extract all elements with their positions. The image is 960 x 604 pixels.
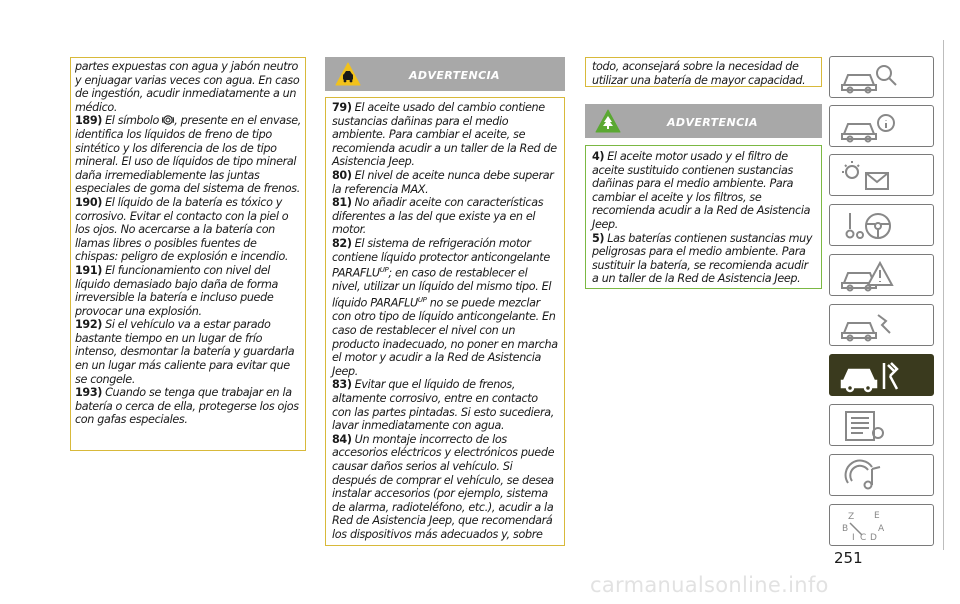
- tab-car-info[interactable]: [829, 105, 934, 147]
- svg-text:I: I: [852, 533, 855, 543]
- car-warning-icon: [335, 62, 361, 86]
- tab-technical-data[interactable]: [829, 404, 934, 446]
- warning-80: 80) El nivel de aceite nunca debe superar la referencia MAX.: [332, 168, 554, 196]
- warning-header-1: [325, 57, 565, 91]
- tab-accidents[interactable]: [829, 304, 934, 346]
- tab-emergency[interactable]: [829, 254, 934, 296]
- light-envelope-icon: [838, 159, 918, 193]
- warning-81: 81) No añadir aceite con características diferentes a las del que existe ya en el motor.: [332, 196, 544, 237]
- svg-text:D: D: [870, 533, 877, 543]
- svg-text:B: B: [842, 524, 849, 534]
- warning-title-1: ADVERTENCIA: [409, 69, 500, 82]
- media-note-icon: [838, 459, 918, 493]
- column-2-warnings: [325, 97, 565, 546]
- brake-fluid-symbol-icon: [162, 114, 174, 126]
- car-collision-icon: [838, 309, 918, 343]
- tab-car-search[interactable]: [829, 56, 934, 98]
- env-warning-4: 4) El aceite motor usado y el filtro de aceite sustituido contienen sustancias dañinas para el medio ambiente. Para cambiar el aceite y los filtros, se recomienda acudir a la Red de Asistencia Jeep.: [592, 150, 811, 231]
- svg-text:A: A: [878, 524, 885, 534]
- col3-lead: todo, aconsejará sobre la necesidad de utilizar una batería de mayor capacidad.: [592, 60, 806, 87]
- car-info-icon: [838, 110, 918, 144]
- car-warning-triangle-icon: [838, 259, 918, 293]
- env-warning-5: 5) Las baterías contienen sustancias muy peligrosas para el medio ambiente. Para sustituir la batería, se recomienda acudir a un taller de la Red de Asistencia Jeep.: [592, 231, 813, 286]
- watermark: carmanualsonline.info: [590, 573, 829, 597]
- col1-lead: partes expuestas con agua y jabón neutro y enjuagar varias veces con agua. En caso de ingestión, acudir inmediatamente a un médico.: [75, 60, 300, 114]
- column-3-environment-warnings: [585, 145, 822, 289]
- svg-text:Z: Z: [848, 512, 855, 522]
- tab-index[interactable]: [829, 504, 934, 546]
- note-190: 190) El líquido de la batería es tóxico y corrosivo. Evitar el contacto con la piel o los ojos. No acercarse a la batería con llamas libres o posibles fuentes de chispas: peligro de explosión e incendio.: [75, 195, 289, 264]
- key-steering-wheel-icon: [838, 209, 918, 243]
- warning-79: 79) El aceite usado del cambio contiene sustancias dañinas para el medio ambiente. Para cambiar el aceite, se recomienda acudir a un taller de la Red de Asistencia Jeep.: [332, 101, 557, 169]
- note-191: 191) El funcionamiento con nivel del líquido demasiado bajo daña de forma irreversible la batería e incluso puede provocar una explosión.: [75, 263, 279, 318]
- warning-83: 83) Evitar que el líquido de frenos, altamente corrosivo, entre en contacto con las partes pintadas. Si esto sucediera, lavar inmediatamente con agua.: [332, 378, 554, 433]
- note-189: 189) El símbolo , presente en el envase, identifica los líquidos de freno de tipo sintético y los diferencia de los de tipo mineral. El uso de líquidos de tipo mineral daña irremediablemente las juntas especiales de goma del sistema de frenos.: [75, 114, 301, 196]
- sidebar-divider: [943, 40, 944, 550]
- note-192: 192) Si el vehículo va a estar parado bastante tiempo en un lugar de frío intenso, desmontar la batería y guardarla en un lugar más caliente para evitar que se congele.: [75, 318, 295, 386]
- warning-header-2: [585, 104, 822, 138]
- spec-list-icon: [838, 409, 918, 443]
- car-tools-icon: [838, 359, 918, 393]
- alphabet-index-icon: [838, 509, 918, 543]
- svg-text:E: E: [874, 511, 880, 521]
- tab-starting-driving[interactable]: [829, 204, 934, 246]
- svg-text:C: C: [860, 533, 867, 543]
- tab-lights-messages[interactable]: [829, 154, 934, 196]
- column-1-notes: [70, 57, 306, 451]
- environment-tree-icon: [595, 109, 621, 133]
- warning-title-2: ADVERTENCIA: [667, 116, 758, 129]
- warning-82: 82) El sistema de refrigeración motor contiene líquido protector anticongelante $PARAFLU^{UP}$; en caso de restablecer el nivel, utilizar un líquido del mismo tipo. El líquido $PARAFLU^{UP}$ no se puede mezclar con otro tipo de líquido anticongelante. En caso de restablecer el nivel con un producto inadecuado, no poner en marcha el motor y acudir a la Red de Asistencia Jeep.: [332, 236, 558, 378]
- note-193: 193) Cuando se tenga que trabajar en la batería o cerca de ella, protegerse los ojos con gafas especiales.: [75, 386, 299, 427]
- car-magnifier-icon: [838, 61, 918, 95]
- page-number: 251: [834, 549, 863, 567]
- tab-multimedia[interactable]: [829, 454, 934, 496]
- column-3-continuation: [585, 57, 822, 87]
- warning-84: 84) Un montaje incorrecto de los accesorios eléctricos y electrónicos puede causar daños serios al vehículo. Si después de comprar el vehículo, se desea instalar accesorios (por ejemplo, sistema de alarma, radioteléfono, etc.), acudir a la Red de Asistencia Jeep, que recomendará los dispositivos más adecuados y, sobre: [332, 432, 555, 541]
- tab-maintenance[interactable]: [829, 354, 934, 396]
